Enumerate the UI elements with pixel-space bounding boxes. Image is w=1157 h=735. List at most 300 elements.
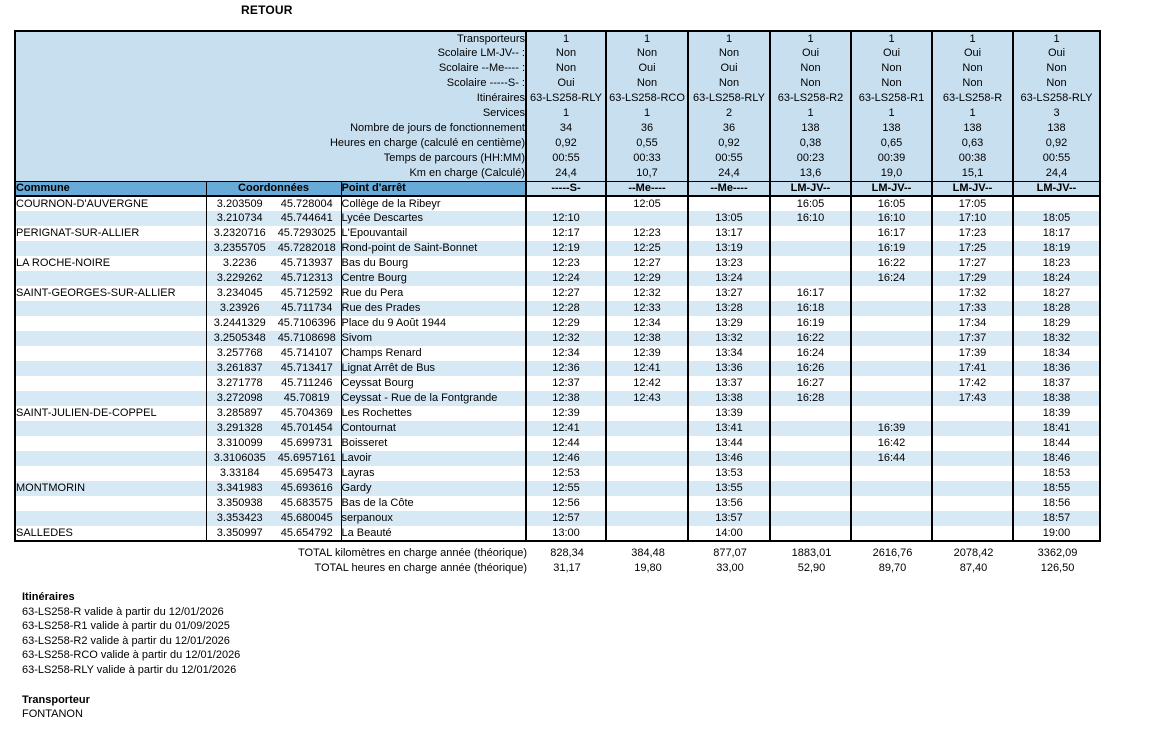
header-row-value: Non [851, 61, 932, 76]
header-row-value: 1 [932, 31, 1013, 46]
time-cell: 16:28 [770, 391, 851, 406]
stop-row [15, 196, 1100, 211]
stop-row [15, 211, 1100, 226]
day-pattern-header: LM-JV-- [932, 181, 1013, 196]
time-cell: 13:56 [688, 496, 770, 511]
header-row-value: Non [770, 61, 851, 76]
longitude-cell: 3.2441329 [206, 316, 273, 331]
time-cell: 18:57 [1013, 511, 1100, 526]
time-cell: 13:27 [688, 286, 770, 301]
time-cell [606, 526, 688, 541]
latitude-cell: 45.712592 [280, 287, 333, 299]
stop-name-cell: Place du 9 Août 1944 [341, 316, 526, 331]
header-row [15, 106, 1100, 121]
time-cell: 13:41 [688, 421, 770, 436]
data-section [15, 196, 1100, 541]
day-pattern-header: LM-JV-- [770, 181, 851, 196]
time-cell: 12:38 [526, 391, 606, 406]
header-row-value: 0,92 [688, 136, 770, 151]
time-cell [770, 526, 851, 541]
itineraires-list [22, 605, 240, 678]
time-cell: 12:32 [526, 331, 606, 346]
latitude-cell: 45.714107 [280, 347, 333, 359]
header-row-label: Scolaire -----S- : [15, 76, 526, 91]
time-cell [770, 511, 851, 526]
header-row-value: 0,92 [1013, 136, 1100, 151]
total-value-cell: 126,50 [1040, 562, 1075, 574]
time-cell: 12:56 [526, 496, 606, 511]
time-cell: 12:44 [526, 436, 606, 451]
time-cell: 17:32 [932, 286, 1013, 301]
header-row-value: 1 [770, 106, 851, 121]
longitude-cell: 3.271778 [206, 376, 273, 391]
time-cell: 12:43 [606, 391, 688, 406]
header-row-value: 13,6 [770, 166, 851, 181]
time-cell: 16:42 [851, 436, 932, 451]
transporteur-title: Transporteur [22, 693, 90, 706]
latitude-cell: 45.695473 [280, 467, 333, 479]
header-row-value: 63-LS258-RCO [606, 91, 688, 106]
time-cell: 12:41 [606, 361, 688, 376]
column-header-row [15, 181, 1100, 196]
header-row [15, 31, 1100, 46]
time-cell [932, 451, 1013, 466]
time-cell: 16:17 [851, 226, 932, 241]
stop-name-cell: Ceyssat - Rue de la Fontgrande [341, 391, 526, 406]
latitude-cell: 45.728004 [280, 197, 333, 210]
longitude-cell: 3.285897 [206, 406, 273, 421]
time-cell: 18:44 [1013, 436, 1100, 451]
header-row-value: 1 [688, 31, 770, 46]
time-cell [851, 481, 932, 496]
time-cell: 13:44 [688, 436, 770, 451]
time-cell: 18:41 [1013, 421, 1100, 436]
time-cell [851, 346, 932, 361]
total-row-label: TOTAL kilomètres en charge année (théorique) [297, 547, 528, 559]
stop-name-cell: serpanoux [341, 511, 526, 526]
commune-cell [15, 376, 206, 391]
header-row [15, 166, 1100, 181]
time-cell: 18:36 [1013, 361, 1100, 376]
latitude-cell: 45.744641 [273, 211, 341, 226]
time-cell: 14:00 [688, 526, 770, 541]
time-cell [606, 451, 688, 466]
commune-cell: MONTMORIN [15, 481, 206, 496]
time-cell [932, 436, 1013, 451]
time-cell: 17:37 [932, 331, 1013, 346]
itineraire-validity-line: 63-LS258-RLY valide à partir du 12/01/2026 [22, 663, 237, 676]
header-row-value: Non [688, 76, 770, 91]
time-cell: 18:27 [1013, 286, 1100, 301]
itineraires-title: Itinéraires [22, 591, 75, 603]
time-cell: 12:39 [526, 406, 606, 421]
time-cell [606, 211, 688, 226]
time-cell: 12:05 [606, 196, 688, 211]
header-row-value: 1 [770, 31, 851, 46]
time-cell: 12:17 [526, 226, 606, 241]
time-cell: 13:55 [688, 481, 770, 496]
header-row-value: 00:55 [1013, 151, 1100, 166]
time-cell: 12:19 [526, 241, 606, 256]
latitude-cell: 45.6957161 [273, 451, 341, 466]
time-cell [851, 526, 932, 541]
time-cell: 17:05 [932, 196, 1013, 211]
time-cell: 18:19 [1013, 241, 1100, 256]
commune-cell [15, 421, 206, 436]
time-cell [770, 451, 851, 466]
time-cell [1013, 196, 1100, 211]
stop-name-cell: Gardy [341, 481, 526, 496]
latitude-cell: 45.680045 [273, 511, 341, 526]
time-cell: 13:36 [688, 361, 770, 376]
time-cell [932, 466, 1013, 481]
header-row-value: 0,65 [851, 136, 932, 151]
time-cell: 12:39 [606, 346, 688, 361]
time-cell: 19:00 [1013, 526, 1100, 541]
stop-name-cell: Contournat [341, 421, 526, 436]
header-row-value: 138 [851, 121, 932, 136]
header-row-value: 3 [1013, 106, 1100, 121]
commune-cell: PERIGNAT-SUR-ALLIER [16, 227, 140, 239]
time-cell: 12:55 [526, 481, 606, 496]
total-value-cell: 89,70 [878, 562, 907, 574]
commune-cell [15, 361, 206, 376]
longitude-cell: 3.23926 [206, 301, 273, 316]
time-cell: 13:32 [688, 331, 770, 346]
time-cell: 12:24 [526, 271, 606, 286]
time-cell [770, 481, 851, 496]
time-cell: 12:28 [526, 301, 606, 316]
stop-name-cell: Boisseret [341, 436, 526, 451]
time-cell: 18:39 [1013, 406, 1100, 421]
time-cell: 13:37 [688, 376, 770, 391]
coordonnees-column-header: Coordonnées [206, 181, 341, 196]
commune-cell [15, 241, 206, 256]
time-cell: 17:42 [932, 376, 1013, 391]
time-cell [770, 436, 851, 451]
time-cell: 18:32 [1013, 331, 1100, 346]
commune-cell [15, 316, 206, 331]
time-cell: 13:46 [688, 451, 770, 466]
stop-name-cell: Collège de la Ribeyr [341, 196, 526, 211]
total-value-cell: 33,00 [716, 562, 744, 574]
total-value-cell: 2616,76 [872, 547, 913, 559]
time-cell: 18:34 [1013, 346, 1100, 361]
time-cell [688, 196, 770, 211]
time-cell [851, 466, 932, 481]
header-row [15, 91, 1100, 106]
latitude-cell: 45.713937 [280, 257, 333, 269]
header-row-label: Scolaire LM-JV-- : [15, 46, 526, 61]
header-row-value: 34 [526, 121, 606, 136]
commune-cell [15, 331, 206, 346]
header-row-value: 24,4 [1013, 166, 1100, 181]
commune-cell: SAINT-JULIEN-DE-COPPEL [16, 407, 157, 419]
time-cell [770, 256, 851, 271]
commune-cell [15, 271, 206, 286]
time-cell: 13:05 [688, 211, 770, 226]
commune-cell [15, 346, 206, 361]
stop-row [15, 256, 1100, 271]
header-row-value: Non [606, 46, 688, 61]
header-row-label: Heures en charge (calculé en centième) [15, 136, 526, 151]
header-row [15, 151, 1100, 166]
stop-name-cell: Ceyssat Bourg [341, 376, 526, 391]
time-cell: 12:29 [606, 271, 688, 286]
header-row [15, 61, 1100, 76]
header-row-value: 0,63 [932, 136, 1013, 151]
stop-row [15, 226, 1100, 241]
time-cell: 16:17 [770, 286, 851, 301]
header-row-value: 138 [932, 121, 1013, 136]
time-cell [851, 316, 932, 331]
time-cell: 16:10 [770, 211, 851, 226]
header-row-label: Temps de parcours (HH:MM) [15, 151, 526, 166]
time-cell: 17:10 [932, 211, 1013, 226]
commune-cell [15, 391, 206, 406]
header-row-value: 00:55 [688, 151, 770, 166]
time-cell: 12:27 [526, 286, 606, 301]
time-cell [770, 406, 851, 421]
stop-row [15, 301, 1100, 316]
time-cell [851, 301, 932, 316]
time-cell: 12:25 [606, 241, 688, 256]
time-cell [770, 421, 851, 436]
time-cell: 12:27 [606, 256, 688, 271]
total-value-cell: 828,34 [550, 547, 584, 559]
header-row-value: 36 [606, 121, 688, 136]
header-row-value: 2 [688, 106, 770, 121]
time-cell: 12:34 [526, 346, 606, 361]
commune-cell: SALLEDES [16, 526, 73, 539]
total-value-cell: 87,40 [959, 562, 988, 574]
header-row-value: Oui [851, 46, 932, 61]
stop-name-cell: Rond-point de Saint-Bonnet [341, 241, 526, 256]
time-cell [606, 466, 688, 481]
longitude-cell: 3.272098 [206, 391, 273, 406]
time-cell: 18:29 [1013, 316, 1100, 331]
time-cell: 16:22 [770, 331, 851, 346]
total-value-cell: 384,48 [631, 547, 665, 559]
time-cell: 13:28 [688, 301, 770, 316]
time-cell [932, 406, 1013, 421]
time-cell: 12:46 [526, 451, 606, 466]
time-cell: 12:32 [606, 286, 688, 301]
stop-row [15, 511, 1100, 526]
header-row-value: 00:38 [932, 151, 1013, 166]
latitude-cell: 45.704369 [280, 407, 333, 419]
time-cell: 12:37 [526, 376, 606, 391]
latitude-cell: 45.7106396 [277, 317, 336, 329]
time-cell: 12:36 [526, 361, 606, 376]
day-pattern-header: --Me---- [688, 181, 770, 196]
total-row-label: TOTAL heures en charge année (théorique) [314, 562, 528, 574]
total-value-cell: 52,90 [797, 562, 826, 574]
time-cell: 18:24 [1013, 271, 1100, 286]
time-cell [606, 406, 688, 421]
longitude-cell: 3.2236 [206, 256, 273, 271]
time-cell: 17:41 [932, 361, 1013, 376]
header-row-value: 0,38 [770, 136, 851, 151]
time-cell [851, 511, 932, 526]
stop-name-cell: Bas de la Côte [341, 496, 526, 511]
time-cell [606, 421, 688, 436]
header-row-value: Non [1013, 76, 1100, 91]
time-cell: 16:24 [851, 271, 932, 286]
time-cell: 17:25 [932, 241, 1013, 256]
time-cell: 16:26 [770, 361, 851, 376]
header-row-label: Scolaire --Me---- : [15, 61, 526, 76]
time-cell: 16:05 [770, 196, 851, 211]
time-cell [770, 496, 851, 511]
latitude-cell: 45.683575 [280, 497, 333, 509]
stop-name-cell: Lavoir [341, 451, 526, 466]
header-row [15, 76, 1100, 91]
time-cell [770, 226, 851, 241]
longitude-cell: 3.33184 [206, 466, 273, 481]
header-row-value: 63-LS258-R2 [770, 91, 851, 106]
header-row-value: Non [932, 61, 1013, 76]
stop-name-cell: Layras [341, 466, 526, 481]
longitude-cell: 3.353423 [206, 511, 273, 526]
header-row-value: Oui [770, 46, 851, 61]
footer [22, 590, 240, 722]
header-row-label: Services [15, 106, 526, 121]
header-row-value: 63-LS258-R1 [851, 91, 932, 106]
time-cell: 12:53 [526, 466, 606, 481]
time-cell: 16:19 [770, 316, 851, 331]
time-cell: 13:23 [688, 256, 770, 271]
header-row-label: Nombre de jours de fonctionnement [15, 121, 526, 136]
stop-name-cell: Sivom [341, 331, 526, 346]
time-cell: 17:33 [932, 301, 1013, 316]
total-value-cell: 877,07 [713, 547, 747, 559]
header-row-value: 0,55 [606, 136, 688, 151]
time-cell [932, 481, 1013, 496]
longitude-cell: 3.350997 [206, 526, 273, 541]
commune-cell: LA ROCHE-NOIRE [16, 257, 111, 269]
time-cell: 12:57 [526, 511, 606, 526]
time-cell: 12:10 [526, 211, 606, 226]
longitude-cell: 3.350938 [206, 496, 273, 511]
total-value-cell: 3362,09 [1037, 547, 1078, 559]
latitude-cell: 45.712313 [273, 271, 341, 286]
commune-cell [15, 436, 206, 451]
stop-name-cell: Les Rochettes [341, 406, 526, 421]
stop-row [15, 466, 1100, 481]
stop-row [15, 496, 1100, 511]
time-cell: 13:34 [688, 346, 770, 361]
commune-cell [15, 451, 206, 466]
time-cell [770, 271, 851, 286]
header-row-value: Non [688, 46, 770, 61]
timetable-table [14, 30, 1101, 542]
header-row-label: Km en charge (Calculé) [15, 166, 526, 181]
time-cell [770, 466, 851, 481]
time-cell: 16:39 [851, 421, 932, 436]
stop-row [15, 346, 1100, 361]
itineraire-validity-line: 63-LS258-R valide à partir du 12/01/2026 [22, 605, 224, 618]
time-cell: 13:17 [688, 226, 770, 241]
header-row-value: Non [526, 61, 606, 76]
longitude-cell: 3.291328 [206, 421, 273, 436]
itineraire-validity-line: 63-LS258-R2 valide à partir du 12/01/2026 [22, 634, 230, 647]
time-cell: 13:57 [688, 511, 770, 526]
time-cell [851, 391, 932, 406]
time-cell: 18:05 [1013, 211, 1100, 226]
stop-name-cell: Rue des Prades [341, 301, 526, 316]
total-row [16, 561, 1101, 576]
latitude-cell: 45.7282018 [273, 241, 341, 256]
time-cell [606, 511, 688, 526]
day-pattern-header: --Me---- [606, 181, 688, 196]
time-cell [932, 526, 1013, 541]
header-row-value: 1 [1013, 31, 1100, 46]
time-cell: 17:27 [932, 256, 1013, 271]
header-row-value: 1 [606, 106, 688, 121]
time-cell: 12:41 [526, 421, 606, 436]
header-row [15, 121, 1100, 136]
time-cell [932, 511, 1013, 526]
stop-name-cell: L'Epouvantail [341, 226, 526, 241]
header-row-value: 00:23 [770, 151, 851, 166]
stop-row [15, 241, 1100, 256]
commune-cell: COURNON-D'AUVERGNE [16, 197, 149, 210]
time-cell: 12:23 [606, 226, 688, 241]
time-cell [851, 331, 932, 346]
header-row-value: Oui [932, 46, 1013, 61]
latitude-cell: 45.713417 [273, 361, 341, 376]
header-row-value: 1 [526, 106, 606, 121]
header-row-value: Non [606, 76, 688, 91]
commune-cell [15, 496, 206, 511]
time-cell [851, 376, 932, 391]
time-cell [851, 496, 932, 511]
header-row [15, 136, 1100, 151]
stop-row [15, 436, 1100, 451]
commune-cell [15, 466, 206, 481]
time-cell: 18:28 [1013, 301, 1100, 316]
longitude-cell: 3.203509 [206, 196, 273, 211]
header-row-value: 00:39 [851, 151, 932, 166]
time-cell: 13:39 [688, 406, 770, 421]
itineraire-validity-line: 63-LS258-R1 valide à partir du 01/09/2025 [22, 620, 230, 633]
time-cell: 12:33 [606, 301, 688, 316]
time-cell: 12:38 [606, 331, 688, 346]
stop-row [15, 331, 1100, 346]
total-value-cell: 2078,42 [953, 547, 994, 559]
stop-row [15, 376, 1100, 391]
header-row-value: 1 [851, 31, 932, 46]
commune-cell [15, 511, 206, 526]
header-row-value: Non [932, 76, 1013, 91]
header-row-value: 63-LS258-RLY [526, 91, 606, 106]
time-cell [770, 241, 851, 256]
time-cell: 12:34 [606, 316, 688, 331]
header-section [15, 31, 1100, 181]
day-pattern-header: LM-JV-- [851, 181, 932, 196]
header-row-value: Oui [1013, 46, 1100, 61]
header-row-value: 10,7 [606, 166, 688, 181]
time-cell: 18:56 [1013, 496, 1100, 511]
commune-cell [15, 301, 206, 316]
stop-row [15, 271, 1100, 286]
latitude-cell: 45.711246 [281, 377, 333, 389]
header-row [15, 46, 1100, 61]
time-cell: 16:05 [851, 196, 932, 211]
header-row-value: 19,0 [851, 166, 932, 181]
time-cell: 18:46 [1013, 451, 1100, 466]
